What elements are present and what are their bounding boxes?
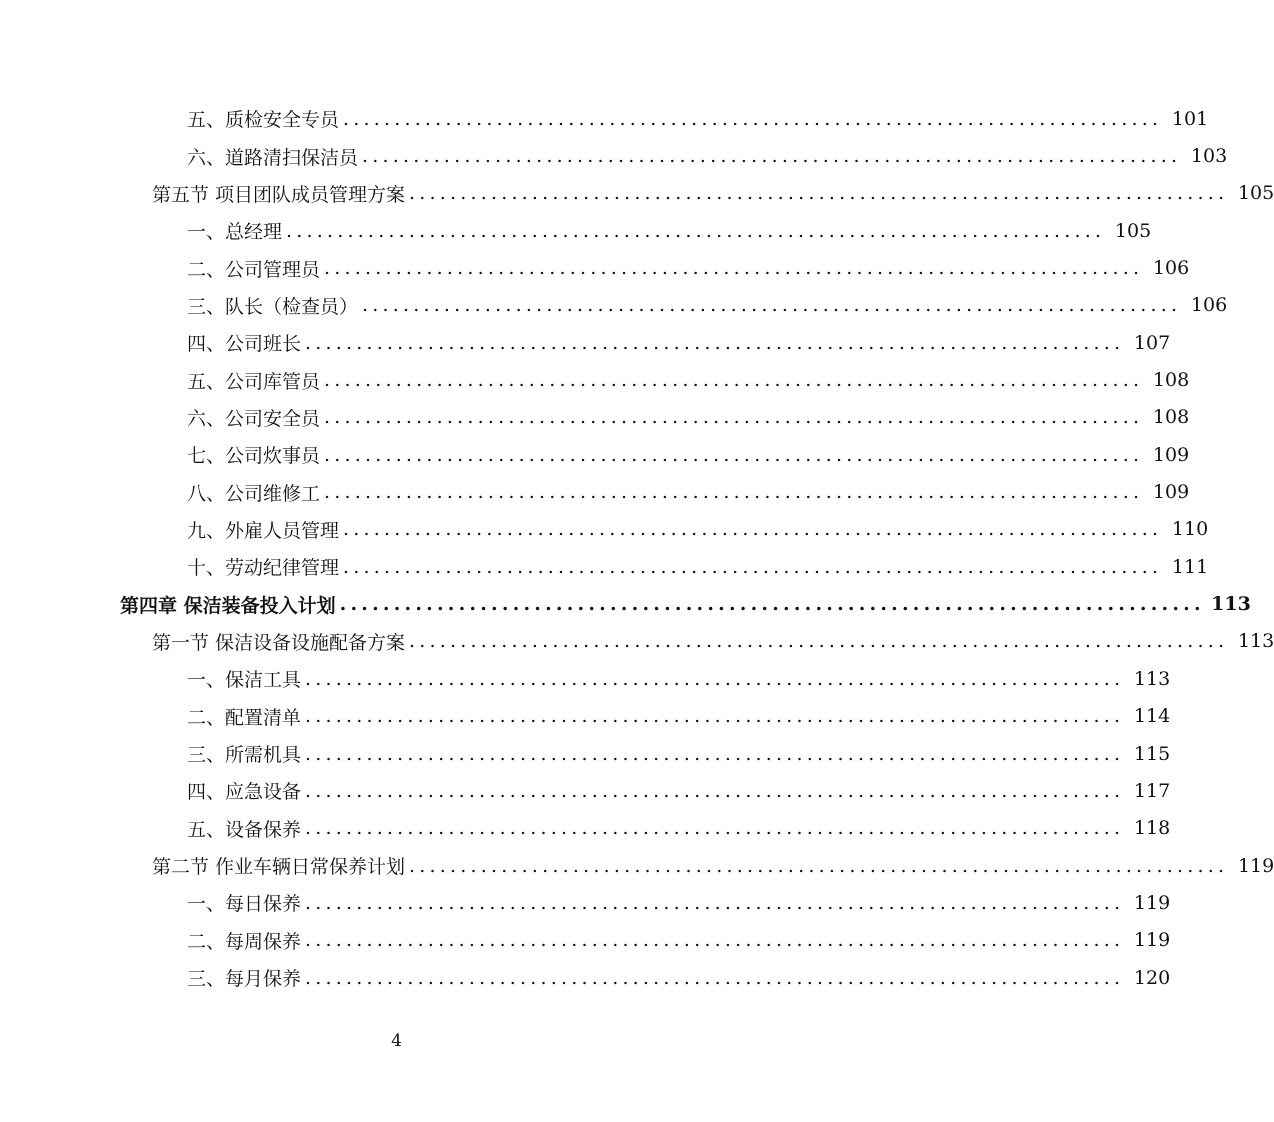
toc-dot-leader: ................................................................................ — [409, 182, 1229, 205]
toc-entry-page: 114 — [1133, 705, 1171, 728]
toc-entry-title: 三、每月保养 — [187, 968, 302, 991]
toc-entry-title: 六、道路清扫保洁员 — [187, 146, 359, 169]
toc-entry-page: 120 — [1133, 966, 1171, 989]
toc-dot-leader: ................................................................................ — [286, 219, 1106, 242]
toc-entry-title: 六、公司安全员 — [187, 407, 321, 430]
toc-entry-title: 一、每日保养 — [187, 893, 302, 916]
toc-entry-title: 七、公司炊事员 — [187, 445, 321, 468]
toc-entry-page: 117 — [1133, 779, 1171, 802]
toc-entry-title: 第五节 项目团队成员管理方案 — [152, 183, 406, 206]
toc-dot-leader: ................................................................................ — [324, 406, 1144, 429]
toc-entry-page: 103 — [1190, 145, 1228, 168]
toc-entry[interactable] — [0, 959, 1171, 996]
toc-entry-page: 118 — [1133, 817, 1171, 840]
toc-dot-leader: ................................................................................ — [305, 891, 1125, 914]
toc-entry[interactable] — [0, 287, 1228, 324]
toc-entry[interactable] — [0, 548, 1209, 585]
toc-entry[interactable] — [0, 511, 1209, 548]
toc-dot-leader: ................................................................................ — [324, 443, 1144, 466]
toc-entry-title: 八、公司维修工 — [187, 482, 321, 505]
toc-entry[interactable] — [0, 100, 1209, 137]
toc-dot-leader: ................................................................................ — [409, 854, 1229, 877]
toc-dot-leader: ................................................................................ — [305, 779, 1125, 802]
toc-dot-leader: ................................................................................ — [305, 929, 1125, 952]
toc-entry[interactable] — [0, 772, 1171, 809]
toc-entry-title: 五、质检安全专员 — [187, 109, 340, 132]
toc-entry-title: 一、保洁工具 — [187, 669, 302, 692]
toc-entry-title: 三、队长（检查员） — [187, 295, 359, 318]
toc-entry-title: 九、外雇人员管理 — [187, 519, 340, 542]
toc-entry-page: 119 — [1133, 891, 1171, 914]
toc-dot-leader: ................................................................................ — [305, 667, 1125, 690]
toc-entry-title: 三、所需机具 — [187, 744, 302, 767]
toc-entry-page: 105 — [1114, 219, 1152, 242]
toc-entry-page: 119 — [1237, 854, 1274, 877]
toc-dot-leader: ................................................................................ — [305, 742, 1125, 765]
toc-entry-page: 109 — [1152, 481, 1190, 504]
toc-entry-page: 113 — [1237, 630, 1274, 653]
toc-entry-page: 111 — [1171, 555, 1209, 578]
toc-entry-title: 一、总经理 — [187, 221, 283, 244]
toc-entry[interactable] — [0, 922, 1171, 959]
toc-entry[interactable] — [0, 810, 1171, 847]
toc-entry[interactable] — [0, 698, 1171, 735]
toc-entry-page: 110 — [1171, 518, 1209, 541]
toc-dot-leader: ................................................................................ — [324, 481, 1144, 504]
toc-dot-leader: ................................................................................ — [305, 966, 1125, 989]
toc-chapter-entry[interactable] — [0, 585, 1251, 622]
toc-entry-page: 101 — [1171, 107, 1209, 130]
toc-entry-title: 四、公司班长 — [187, 333, 302, 356]
toc-entry[interactable] — [0, 399, 1190, 436]
toc-entry-title: 二、每周保养 — [187, 930, 302, 953]
toc-entry[interactable] — [0, 137, 1228, 174]
toc-entry[interactable] — [0, 735, 1171, 772]
toc-entry[interactable] — [0, 884, 1171, 921]
toc-dot-leader: ................................................................................ — [305, 331, 1125, 354]
toc-entry-title: 十、劳动纪律管理 — [187, 557, 340, 580]
toc-entry[interactable] — [0, 212, 1152, 249]
toc-entry[interactable] — [0, 623, 1274, 660]
toc-entry[interactable] — [0, 175, 1274, 212]
toc-entry-title: 五、设备保养 — [187, 818, 302, 841]
page-number: 4 — [391, 1031, 402, 1051]
toc-entry-page: 106 — [1190, 294, 1228, 317]
toc-entry-page: 113 — [1211, 593, 1251, 616]
toc-entry[interactable] — [0, 249, 1190, 286]
toc-entry-page: 108 — [1152, 369, 1190, 392]
toc-dot-leader: ................................................................................ — [305, 705, 1125, 728]
toc-entry-title: 二、公司管理员 — [187, 258, 321, 281]
toc-entry-page: 115 — [1133, 742, 1171, 765]
toc-dot-leader: ................................................................................ — [409, 630, 1229, 653]
toc-dot-leader: ................................................................................ — [339, 593, 1205, 616]
toc-entry-page: 108 — [1152, 406, 1190, 429]
table-of-contents — [0, 100, 1274, 996]
toc-dot-leader: ................................................................................ — [305, 817, 1125, 840]
toc-entry[interactable] — [0, 660, 1171, 697]
toc-entry[interactable] — [0, 361, 1190, 398]
toc-entry-page: 119 — [1133, 929, 1171, 952]
toc-entry-page: 113 — [1133, 667, 1171, 690]
toc-entry-title: 五、公司库管员 — [187, 370, 321, 393]
toc-entry-title: 第二节 作业车辆日常保养计划 — [152, 856, 406, 879]
toc-entry-page: 105 — [1237, 182, 1274, 205]
toc-dot-leader: ................................................................................ — [324, 257, 1144, 280]
toc-dot-leader: ................................................................................ — [343, 518, 1163, 541]
toc-entry-page: 109 — [1152, 443, 1190, 466]
toc-entry-title: 四、应急设备 — [187, 781, 302, 804]
toc-entry-title: 第四章 保洁装备投入计划 — [120, 594, 336, 617]
toc-entry-page: 106 — [1152, 257, 1190, 280]
toc-dot-leader: ................................................................................ — [362, 294, 1182, 317]
toc-entry[interactable] — [0, 847, 1274, 884]
toc-dot-leader: ................................................................................ — [343, 107, 1163, 130]
toc-entry[interactable] — [0, 436, 1190, 473]
toc-entry[interactable] — [0, 324, 1171, 361]
toc-dot-leader: ................................................................................ — [362, 145, 1182, 168]
toc-dot-leader: ................................................................................ — [343, 555, 1163, 578]
toc-entry[interactable] — [0, 473, 1190, 510]
toc-dot-leader: ................................................................................ — [324, 369, 1144, 392]
toc-entry-title: 二、配置清单 — [187, 706, 302, 729]
toc-entry-title: 第一节 保洁设备设施配备方案 — [152, 631, 406, 654]
toc-entry-page: 107 — [1133, 331, 1171, 354]
